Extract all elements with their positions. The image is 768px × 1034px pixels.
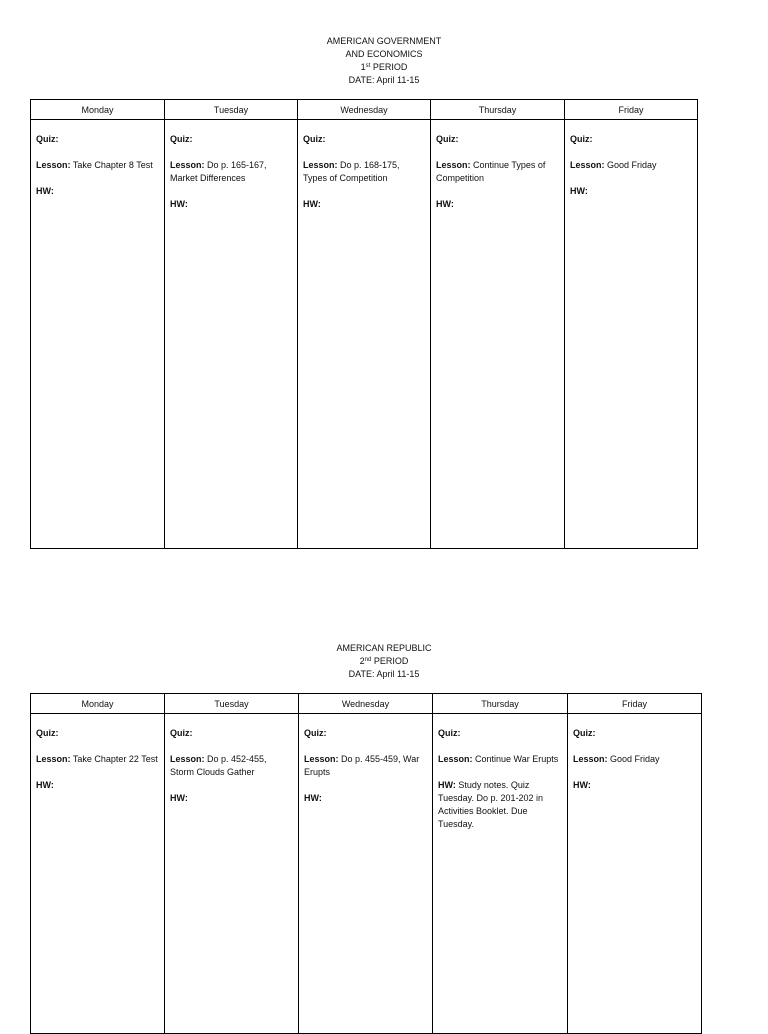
day-header-thursday: Thursday [431,100,565,120]
quiz-field: Quiz: [170,728,193,738]
quiz-field: Quiz: [36,134,59,144]
lesson-field: Lesson: Take Chapter 22 Test [36,754,158,764]
hw-field: HW: [570,186,588,196]
date-label: DATE: April 11-15 [348,669,420,679]
period-label: 1st PERIOD [360,62,408,72]
quiz-field: Quiz: [304,728,327,738]
day-header-friday: Friday [568,694,702,714]
lesson-field: Lesson: Take Chapter 8 Test [36,160,153,170]
quiz-field: Quiz: [436,134,459,144]
quiz-field: Quiz: [170,134,193,144]
quiz-field: Quiz: [570,134,593,144]
quiz-field: Quiz: [36,728,59,738]
hw-field: HW: [436,199,454,209]
quiz-field: Quiz: [303,134,326,144]
day-header-tuesday: Tuesday [165,694,299,714]
schedule-2-table [30,693,702,1034]
day-cell-thursday [431,120,565,549]
schedule-1-table [30,99,698,549]
day-header-wednesday: Wednesday [299,694,433,714]
hw-field: HW: [304,793,322,803]
hw-field: HW: [303,199,321,209]
hw-field: HW: [36,780,54,790]
lesson-field: Lesson: Continue War Erupts [438,754,559,764]
day-header-row [31,100,698,120]
day-header-friday: Friday [565,100,698,120]
day-content-row [31,714,702,1034]
day-cell-friday [565,120,698,549]
day-cell-thursday [433,714,568,1034]
day-header-tuesday: Tuesday [165,100,298,120]
hw-field: HW: Study notes. Quiz Tuesday. Do p. 201-202 in Activities Booklet. Due Tuesday. [438,780,544,829]
day-cell-monday [31,120,165,549]
lesson-field: Lesson: Good Friday [573,754,660,764]
lesson-field: Lesson: Do p. 168-175, Types of Competition [303,160,400,183]
hw-field: HW: [170,793,188,803]
day-header-thursday: Thursday [433,694,568,714]
course-subtitle: AND ECONOMICS [345,49,423,59]
schedule-2-header [0,642,768,681]
quiz-field: Quiz: [573,728,596,738]
day-cell-wednesday [299,714,433,1034]
hw-field: HW: [573,780,591,790]
lesson-field: Lesson: Do p. 165-167, Market Differences [170,160,267,183]
lesson-field: Lesson: Good Friday [570,160,657,170]
quiz-field: Quiz: [438,728,461,738]
day-header-monday: Monday [31,100,165,120]
hw-field: HW: [36,186,54,196]
day-cell-tuesday [165,120,298,549]
course-title: AMERICAN GOVERNMENT [326,36,442,46]
lesson-field: Lesson: Continue Types of Competition [436,160,546,183]
day-header-wednesday: Wednesday [298,100,431,120]
period-label: 2nd PERIOD [359,656,409,666]
hw-field: HW: [170,199,188,209]
day-content-row [31,120,698,549]
day-header-monday: Monday [31,694,165,714]
day-cell-monday [31,714,165,1034]
day-cell-wednesday [298,120,431,549]
day-cell-tuesday [165,714,299,1034]
lesson-field: Lesson: Do p. 455-459, War Erupts [304,754,420,777]
day-cell-friday [568,714,702,1034]
schedule-1-header [0,35,768,87]
date-label: DATE: April 11-15 [348,75,420,85]
course-title: AMERICAN REPUBLIC [336,643,432,653]
day-header-row [31,694,702,714]
lesson-field: Lesson: Do p. 452-455, Storm Clouds Gather [170,754,267,777]
